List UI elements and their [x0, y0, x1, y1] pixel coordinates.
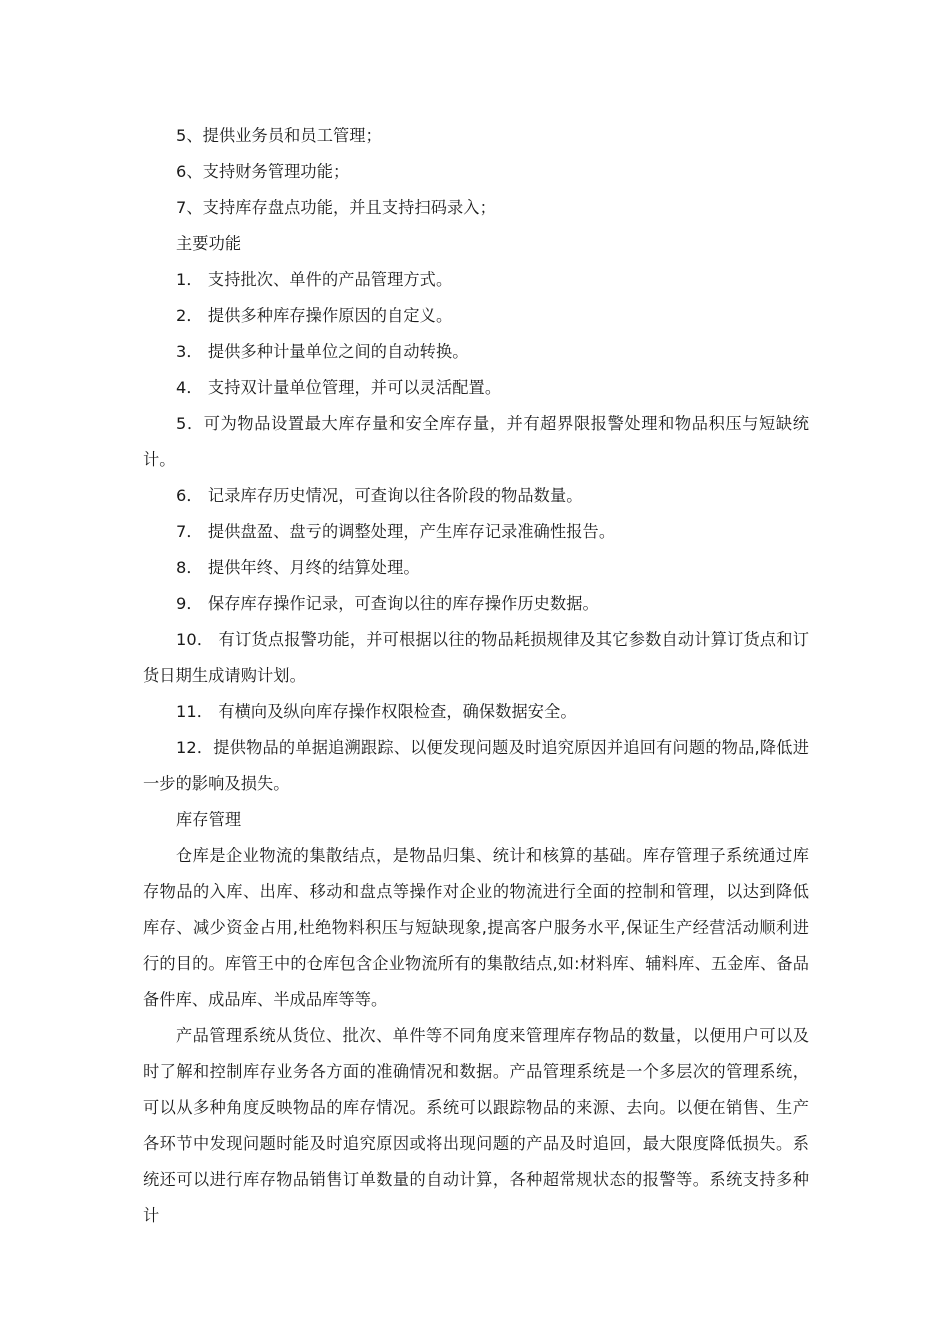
function-item-5: 5．可为物品设置最大库存量和安全库存量，并有超界限报警处理和物品积压与短缺统计。 [143, 414, 809, 469]
section-heading-inventory-management: 库存管理 [176, 810, 242, 829]
body-paragraph-product-management: 产品管理系统从货位、批次、单件等不同角度来管理库存物品的数量，以便用户可以及时了解和控制库存业务各方面的准确情况和数据。产品管理系统是一个多层次的管理系统，可以从多种角度反映物品的库存情况。系统可以跟踪物品的来源、去向。以便在销售、生产各环节中发现问题时能及时追究原因或将出现问题的产品及时追回，最大限度降低损失。系统还可以进行库存物品销售订单数量的自动计算，各种超常规状态的报警等。系统支持多种计 [143, 1026, 809, 1225]
function-item-10: 10． 有订货点报警功能，并可根据以往的物品耗损规律及其它参数自动计算订货点和订货日期生成请购计划。 [143, 630, 809, 685]
function-item-8: 8． 提供年终、月终的结算处理。 [176, 558, 420, 577]
function-item-11: 11． 有横向及纵向库存操作权限检查，确保数据安全。 [176, 702, 577, 721]
function-item-2: 2． 提供多种库存操作原因的自定义。 [176, 306, 453, 325]
list-item-finance-management: 6、支持财务管理功能； [176, 162, 350, 181]
function-item-6: 6． 记录库存历史情况，可查询以往各阶段的物品数量。 [176, 486, 583, 505]
function-item-9: 9． 保存库存操作记录，可查询以往的库存操作历史数据。 [176, 594, 599, 613]
section-heading-main-functions: 主要功能 [176, 234, 242, 253]
document-body [143, 118, 809, 1234]
list-item-inventory-check: 7、支持库存盘点功能，并且支持扫码录入； [176, 198, 496, 217]
function-item-7: 7． 提供盘盈、盘亏的调整处理，产生库存记录准确性报告。 [176, 522, 616, 541]
function-item-12: 12．提供物品的单据追溯跟踪、以便发现问题及时追究原因并追回有问题的物品,降低进一步的影响及损失。 [143, 738, 809, 793]
function-item-4: 4． 支持双计量单位管理，并可以灵活配置。 [176, 378, 502, 397]
function-item-1: 1． 支持批次、单件的产品管理方式。 [176, 270, 453, 289]
function-item-3: 3． 提供多种计量单位之间的自动转换。 [176, 342, 469, 361]
list-item-staff-management: 5、提供业务员和员工管理； [176, 126, 382, 145]
body-paragraph-warehouse: 仓库是企业物流的集散结点，是物品归集、统计和核算的基础。库存管理子系统通过库存物品的入库、出库、移动和盘点等操作对企业的物流进行全面的控制和管理，以达到降低库存、减少资金占用,杜绝物料积压与短缺现象,提高客户服务水平,保证生产经营活动顺利进行的目的。库管王中的仓库包含企业物流所有的集散结点,如:材料库、辅料库、五金库、备品备件库、成品库、半成品库等等。 [143, 846, 809, 1009]
